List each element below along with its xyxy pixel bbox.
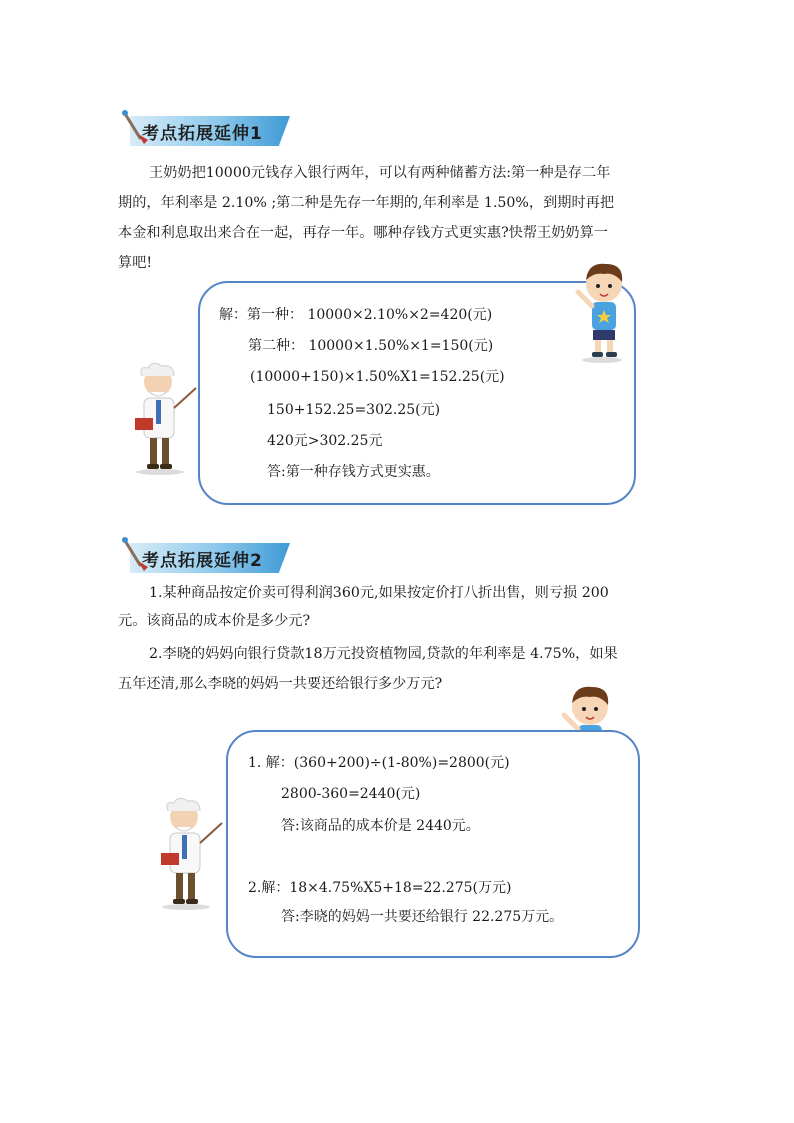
section1-solution-line3: (10000+150)×1.50%X1=152.25(元) — [250, 369, 505, 385]
section2-banner — [118, 533, 298, 577]
section1-title: 考点拓展延伸1 — [142, 124, 263, 144]
section2-title: 考点拓展延伸2 — [142, 551, 263, 571]
section1-problem-line4: 算吧! — [118, 255, 153, 271]
section2-problem-line4: 五年还清,那么李晓的妈妈一共要还给银行多少万元? — [118, 676, 443, 692]
section2-solution-line4: 2.解：18×4.75%X5+18=22.275(万元) — [248, 880, 512, 896]
section1-solution-answer: 答:第一种存钱方式更实惠。 — [267, 464, 440, 480]
section2-problem-line3: 2.李晓的妈妈向银行贷款18万元投资植物园,贷款的年利率是 4.75%，如果 — [149, 646, 618, 662]
section1-problem-line3: 本金和利息取出来合在一起，再存一年。哪种存钱方式更实惠?快帮王奶奶算一 — [118, 225, 608, 241]
section1-problem-line2: 期的，年利率是 2.10% ;第二种是先存一年期的,年利率是 1.50%，到期时再把 — [118, 195, 615, 211]
section2-solution-answer: 答:李晓的妈妈一共要还给银行 22.275万元。 — [281, 909, 564, 925]
professor-cartoon-icon — [130, 362, 200, 477]
section1-solution-line1: 解：第一种： 10000×2.10%×2=420(元) — [219, 307, 493, 323]
section2-problem-line1: 1.某种商品按定价卖可得利润360元,如果按定价打八折出售，则亏损 200 — [149, 585, 609, 601]
section1-banner — [118, 106, 298, 150]
section2-solution-line3: 答:该商品的成本价是 2440元。 — [281, 818, 480, 834]
section2-solution-line1: 1. 解：(360+200)÷(1-80%)=2800(元) — [248, 755, 510, 771]
section2-solution-line2: 2800-360=2440(元) — [281, 786, 421, 802]
section1-solution-line4: 150+152.25=302.25(元) — [267, 402, 441, 418]
section2-problem-line2: 元。该商品的成本价是多少元? — [118, 613, 311, 629]
waving-boy-cartoon-icon — [566, 258, 638, 364]
section1-solution-line5: 420元>302.25元 — [267, 433, 383, 449]
professor-cartoon-icon — [156, 797, 226, 912]
section1-solution-line2: 第二种： 10000×1.50%×1=150(元) — [248, 338, 494, 354]
section1-problem-line1: 王奶奶把10000元钱存入银行两年，可以有两种储蓄方法:第一种是存二年 — [149, 165, 611, 181]
